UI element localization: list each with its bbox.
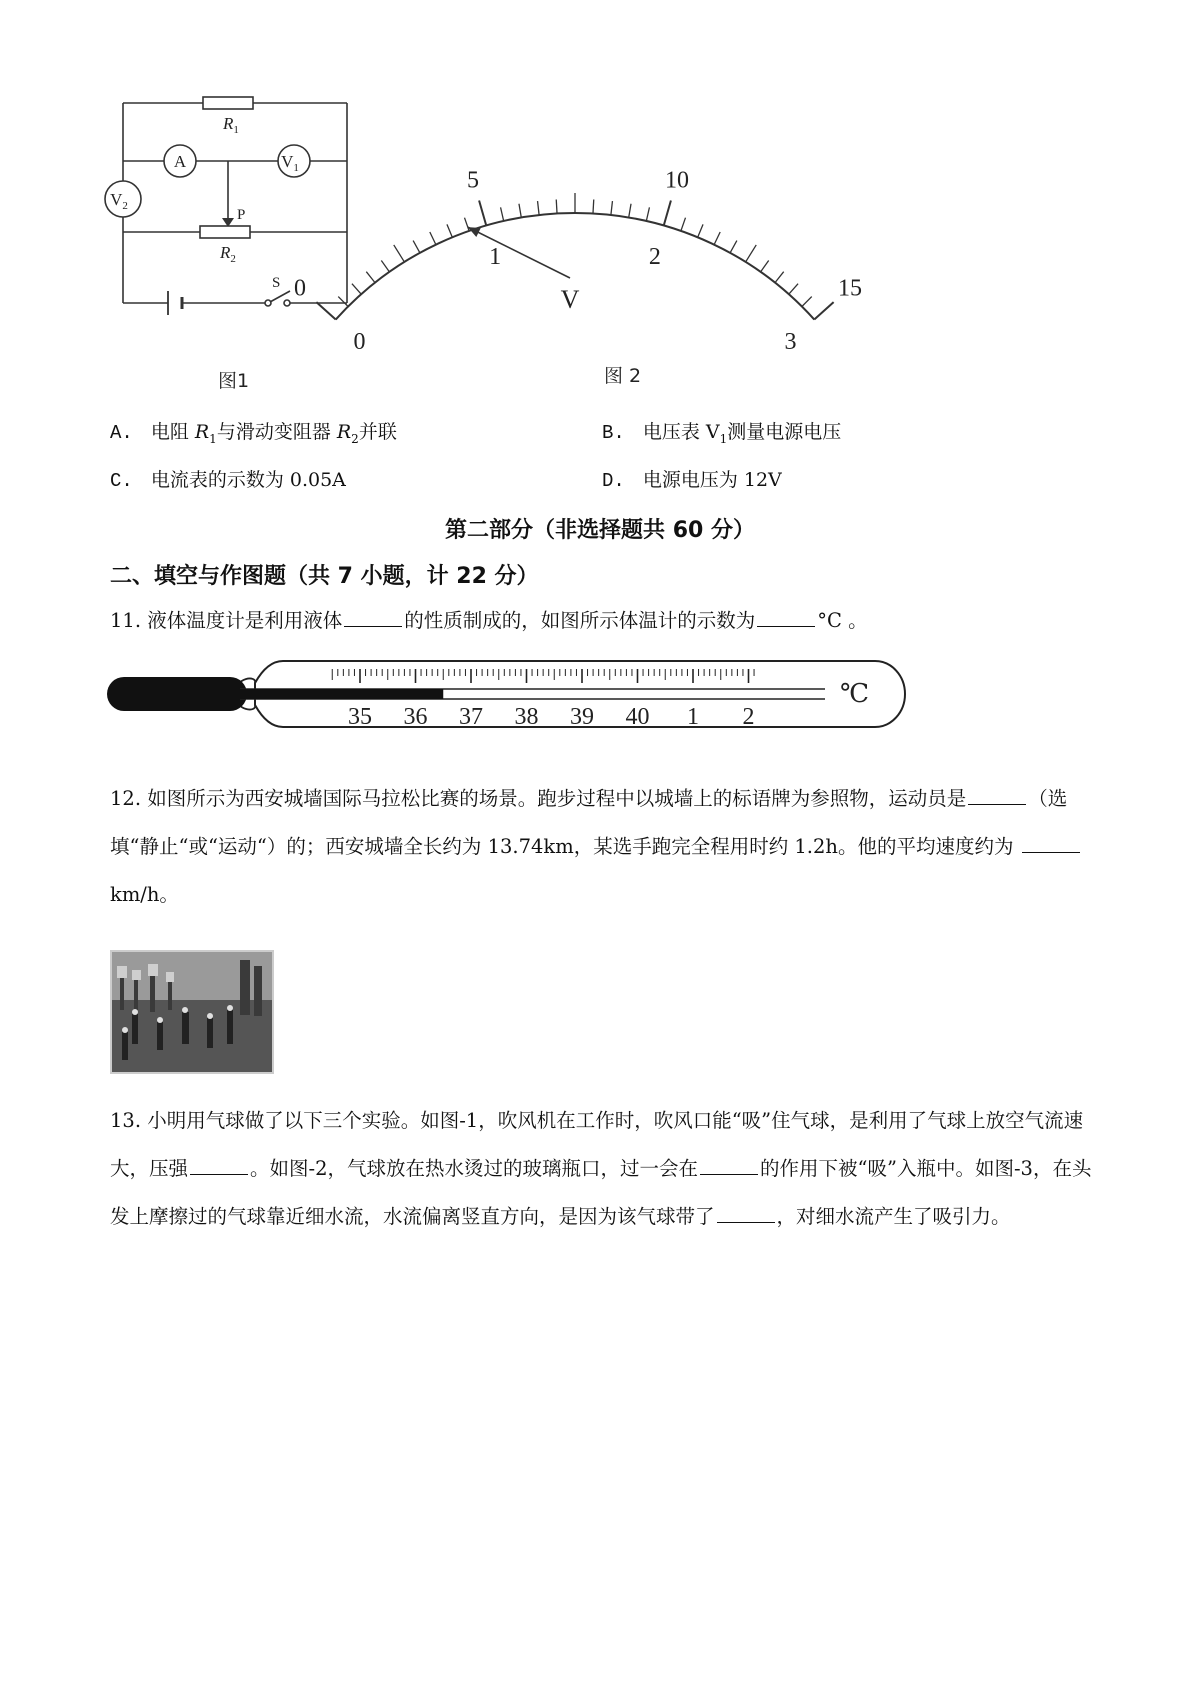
v2-sub: 2 [122, 200, 128, 212]
answer-blank[interactable] [344, 608, 402, 627]
thermometer-figure [105, 655, 885, 735]
question-13 [110, 1097, 1100, 1241]
question-12 [110, 775, 1100, 919]
dial-tick [730, 241, 737, 253]
option-c [110, 467, 346, 494]
question-number: 11. [110, 609, 142, 632]
v1-label: V [281, 152, 294, 171]
dial-outer-label: 15 [837, 275, 862, 302]
mercury-column [240, 689, 443, 699]
option-d [602, 467, 782, 494]
switch-symbol [265, 291, 290, 306]
dial-tick [519, 204, 521, 218]
dial-unit: V [560, 285, 580, 314]
option-d-text: 电源电压为 12V [642, 469, 782, 491]
dial-tick [761, 260, 769, 271]
option-letter: C. [110, 470, 133, 492]
answer-blank[interactable] [700, 1156, 758, 1175]
dial-tick [775, 272, 784, 283]
answer-blank[interactable] [757, 608, 815, 627]
dial-tick [413, 241, 420, 253]
circuit-diagram [100, 95, 390, 355]
r2-sub: 2 [230, 253, 236, 265]
thermometer-label: 38 [514, 704, 539, 730]
svg-text:R1 [222, 114, 239, 136]
dial-tick [447, 224, 452, 237]
part-title: 第二部分（非选择题共 60 分） [445, 518, 755, 543]
q11-text-3: °C 。 [817, 609, 868, 632]
option-b-sub: 1 [719, 431, 728, 446]
svg-text:R2 [219, 243, 236, 265]
slider-label: P [237, 207, 246, 223]
option-a [110, 419, 397, 452]
thermometer-label: 1 [687, 704, 699, 730]
dial-tick [538, 201, 540, 215]
r2-resistor [200, 226, 250, 238]
dial-tick [394, 245, 405, 262]
option-b [602, 419, 841, 452]
dial-tick [501, 207, 504, 221]
dial-tick [681, 218, 686, 231]
option-c-text: 电流表的示数为 0.05A [150, 469, 346, 491]
option-b-text-2: 测量电源电压 [727, 421, 842, 443]
dial-tick [746, 245, 757, 262]
dial-outer-label: 5 [467, 167, 480, 194]
dial-tick [629, 204, 631, 218]
q13-text-2: 。如图-2，气球放在热水烫过的玻璃瓶口，过一会在 [250, 1157, 699, 1180]
thermometer-label: 2 [742, 704, 755, 730]
marathon-scene [112, 952, 272, 1072]
q11-text-1: 液体温度计是利用液体 [147, 609, 343, 632]
dial-tick [698, 224, 703, 237]
v2-label: V [110, 190, 123, 209]
option-letter: B. [602, 422, 625, 444]
dial-tick [465, 218, 470, 231]
dial-tick [814, 302, 833, 319]
dial-tick [802, 297, 812, 307]
q13-text-1: 小明用气球做了以下三个实验。如图-1，吹风机在工作时，吹风口能“吸”住气球，是利用了气球上放空气流速大，压强 [110, 1109, 1084, 1180]
dial-inner-label: 3 [784, 328, 797, 355]
voltmeter-dial [294, 140, 862, 355]
q13-text-4: ，对细水流产生了吸引力。 [776, 1205, 1011, 1228]
thermometer-unit: ℃ [840, 679, 870, 708]
dial-outer-label: 10 [664, 167, 689, 194]
dial-pointer [468, 227, 570, 278]
dial-tick [789, 284, 798, 294]
answer-blank[interactable] [1022, 834, 1080, 853]
dial-tick [664, 200, 671, 225]
dial-inner-label: 1 [489, 244, 502, 271]
section-title: 二、填空与作图题（共 7 小题，计 22 分） [110, 564, 539, 589]
dial-inner-label: 0 [353, 328, 366, 355]
dial-tick [611, 201, 613, 215]
question-number: 12. [110, 787, 142, 810]
dial-tick [714, 232, 720, 245]
dial-tick [479, 200, 486, 225]
option-a-text-1: 电阻 [150, 421, 195, 443]
option-a-r2: R [336, 421, 352, 443]
option-a-text-2: 与滑动变阻器 [216, 421, 337, 443]
option-b-text-1: 电压表 V [642, 421, 720, 443]
option-a-r1-sub: 1 [209, 431, 217, 446]
answer-blank[interactable] [968, 786, 1026, 805]
q11-text-2: 的性质制成的，如图所示体温计的示数为 [404, 609, 756, 632]
question-11 [110, 601, 1100, 641]
dial-tick [430, 232, 436, 245]
question-number: 13. [110, 1109, 142, 1132]
dial-tick [556, 200, 557, 214]
r1-label: R [223, 114, 234, 133]
answer-blank[interactable] [717, 1204, 775, 1223]
thermometer-bulb [107, 677, 247, 711]
option-letter: D. [602, 470, 625, 492]
thermometer-label: 40 [625, 704, 650, 730]
q13-text-3: 的作用下被“吸”入瓶中。如图-3，在头发上摩擦过的气球靠近细水流，水流偏离竖直方向，是因为该气球带了 [110, 1157, 1092, 1228]
dial-inner-label: 2 [648, 244, 661, 271]
thermometer-label: 35 [348, 704, 372, 730]
r2-label: R [220, 243, 231, 262]
fig1-caption: 图1 [218, 370, 250, 392]
answer-blank[interactable] [190, 1156, 248, 1175]
option-letter: A. [110, 422, 133, 444]
dial-tick [646, 207, 649, 221]
v1-sub: 1 [293, 162, 299, 174]
option-a-r1: R [194, 421, 210, 443]
r1-sub: 1 [233, 124, 239, 136]
dial-tick [593, 200, 594, 214]
thermometer-label: 37 [459, 704, 483, 730]
thermometer-label: 36 [403, 704, 428, 730]
r1-resistor [203, 97, 253, 109]
q12-text-2: （选填“静止“或“运动“）的；西安城墙全长约为 13.74km，某选手跑完全程用时约 1.2h。他的平均速度约为 [110, 787, 1068, 858]
fig2-caption: 图 2 [604, 365, 642, 387]
switch-label: S [272, 275, 281, 291]
ammeter-label: A [173, 152, 187, 171]
thermometer-label: 39 [570, 704, 594, 730]
option-a-text-3: 并联 [358, 421, 397, 443]
battery-symbol [168, 291, 182, 315]
q12-text-1: 如图所示为西安城墙国际马拉松比赛的场景。跑步过程中以城墙上的标语牌为参照物，运动员是 [147, 787, 967, 810]
dial-outer-label: 0 [294, 275, 307, 302]
option-a-r2-sub: 2 [351, 431, 359, 446]
marathon-photo [110, 950, 274, 1074]
q12-text-3: km/h。 [110, 883, 179, 906]
